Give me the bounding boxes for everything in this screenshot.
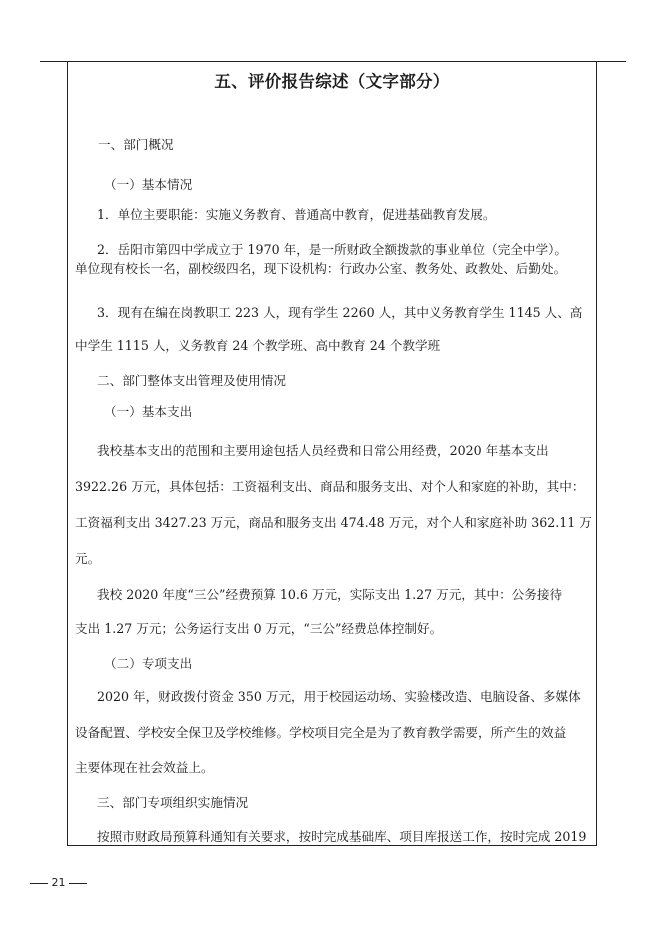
heading-2: 二、部门整体支出管理及使用情况 <box>97 373 286 388</box>
paragraph-line: 3922.26 万元，具体包括：工资福利支出、商品和服务支出、对个人和家庭的补助，其中： <box>75 479 585 494</box>
paragraph-line: 我校 2020 年度“三公”经费预算 10.6 万元，实际支出 1.27 万元，其中：公务接待 <box>97 587 563 602</box>
page-number: 21 <box>51 876 66 889</box>
footer-dash-left <box>30 883 48 884</box>
paragraph-line: 支出 1.27 万元；公务运行支出 0 万元，“三公”经费总体控制好。 <box>75 621 443 636</box>
paragraph-line: 1．单位主要职能：实施义务教育、普通高中教育，促进基础教育发展。 <box>97 207 496 222</box>
paragraph-line: 设备配置、学校安全保卫及学校维修。学校项目完全是为了教育教学需要，所产生的效益 <box>75 725 567 740</box>
paragraph-line: 元。 <box>75 551 101 566</box>
subheading-2-2: （二）专项支出 <box>104 656 193 671</box>
heading-3: 三、部门专项组织实施情况 <box>97 795 249 810</box>
paragraph-line: 3．现有在编在岗教职工 223 人，现有学生 2260 人，其中义务教育学生 1145 人、高 <box>97 305 583 320</box>
paragraph-line: 我校基本支出的范围和主要用途包括人员经费和日常公用经费，2020 年基本支出 <box>97 443 549 458</box>
paragraph-line: 2020 年，财政拨付资金 350 万元，用于校园运动场、实验楼改造、电脑设备、多媒体 <box>97 689 581 704</box>
page-footer <box>30 876 87 889</box>
heading-1: 一、部门概况 <box>98 137 174 152</box>
paragraph-line: 按照市财政局预算科通知有关要求，按时完成基础库、项目库报送工作，按时完成 2019 <box>97 829 587 844</box>
paragraph-line: 主要体现在社会效益上。 <box>75 760 214 775</box>
paragraph-line: 单位现有校长一名，副校级四名，现下设机构：行政办公室、教务处、政教处、后勤处。 <box>75 261 567 276</box>
paragraph-line: 中学生 1115 人，义务教育 24 个教学班、高中教育 24 个教学班 <box>75 338 441 353</box>
section-title: 五、评价报告综述（文字部分） <box>214 72 450 91</box>
paragraph-line: 2．岳阳市第四中学成立于 1970 年，是一所财政全额拨款的事业单位（完全中学）。 <box>97 242 567 257</box>
subheading-1-1: （一）基本情况 <box>104 177 193 192</box>
footer-dash-right <box>69 883 87 884</box>
subheading-2-1: （一）基本支出 <box>104 404 193 419</box>
paragraph-line: 工资福利支出 3427.23 万元，商品和服务支出 474.48 万元，对个人和家庭补助 362.11 万 <box>75 515 592 530</box>
